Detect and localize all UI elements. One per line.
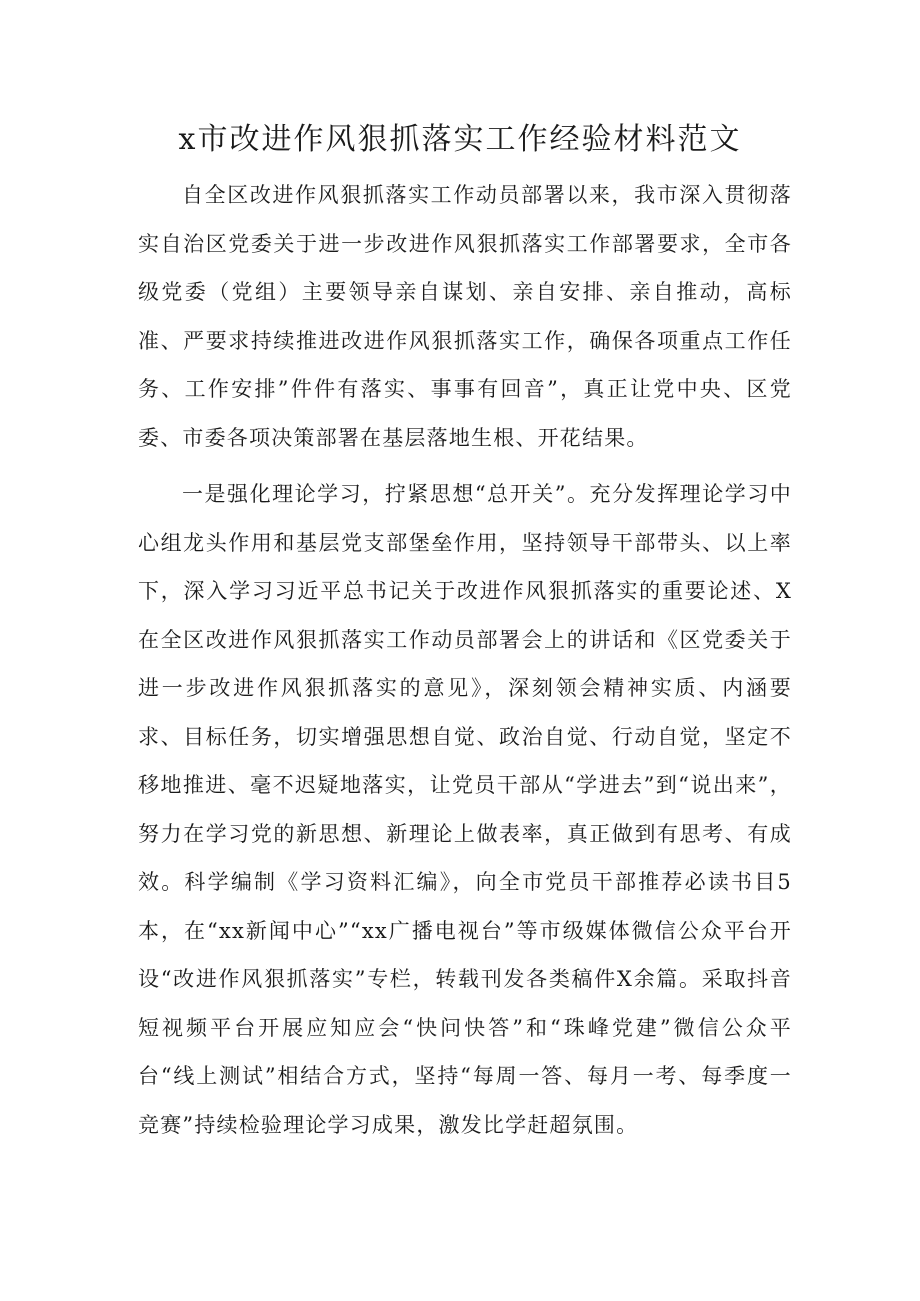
document-title: x市改进作风狠抓落实工作经验材料范文 [178, 122, 742, 157]
paragraph-intro: 自全区改进作风狠抓落实工作动员部署以来，我市深入贯彻落实自治区党委关于进一步改进作风狠抓落实工作部署要求，全市各级党委（党组）主要领导亲自谋划、亲自安排、亲自推动，高标准、严要求持续推进改进作风狠抓落实工作，确保各项重点工作任务、工作安排”件件有落实、事事有回音”，真正让党中央、区党委、市委各项决策部署在基层落地生根、开花结果。 [138, 183, 792, 450]
paragraph-theory-study: 一是强化理论学习，拧紧思想“总开关”。充分发挥理论学习中心组龙头作用和基层党支部堡垒作用，坚持领导干部带头、以上率下，深入学习习近平总书记关于改进作风狠抓落实的重要论述、X在全区改进作风狠抓落实工作动员部署会上的讲话和《区党委关于进一步改进作风狠抓落实的意见》，深刻领会精神实质、内涵要求、目标任务，切实增强思想自觉、政治自觉、行动自觉，坚定不移地推进、毫不迟疑地落实，让党员干部从“学进去”到“说出来”，努力在学习党的新思想、新理论上做表率，真正做到有思考、有成效。科学编制《学习资料汇编》，向全市党员干部推荐必读书目5本，在“xx新闻中心”“xx广播电视台”等市级媒体微信公众平台开设“改进作风狠抓落实”专栏，转载刊发各类稿件X余篇。采取抖音短视频平台开展应知应会“快问快答”和“珠峰党建”微信公众平台“线上测试”相结合方式，坚持“每周一答、每月一考、每季度一竞赛”持续检验理论学习成果，激发比学赶超氛围。 [138, 482, 792, 1137]
